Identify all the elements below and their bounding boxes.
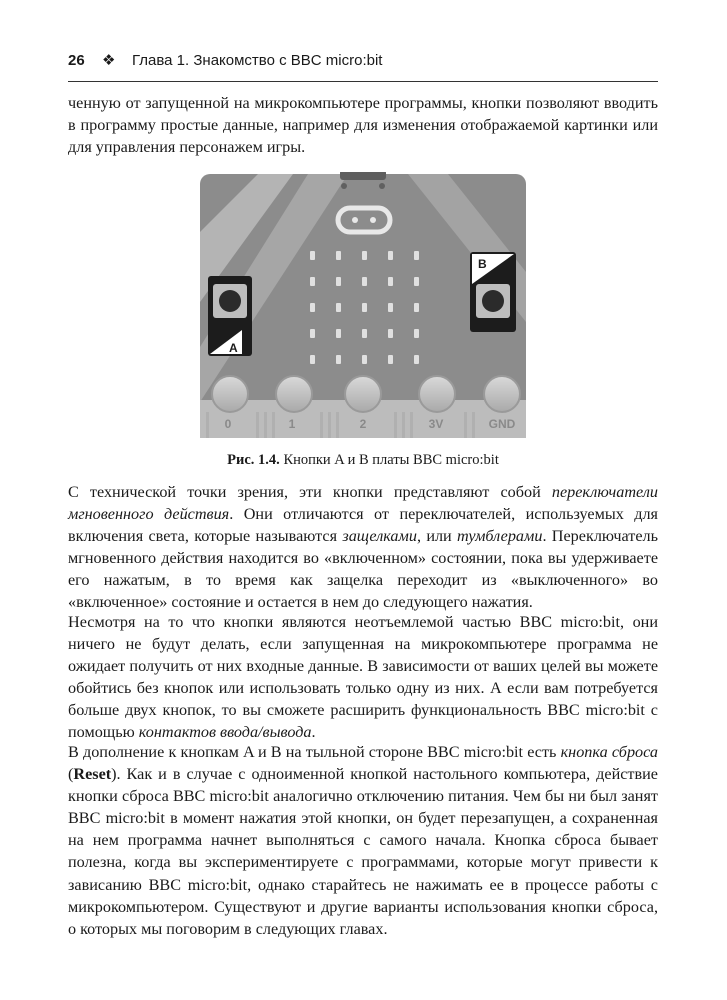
led <box>414 355 419 364</box>
led <box>414 277 419 286</box>
term-reset-button: кнопка сброса <box>560 743 658 761</box>
led <box>414 303 419 312</box>
chapter-title: Глава 1. Знакомство с BBC micro:bit <box>132 52 383 69</box>
pin-label-gnd: GND <box>488 417 516 431</box>
page-number: 26 <box>68 52 85 69</box>
ring-pad-1 <box>276 376 312 412</box>
led <box>388 251 393 260</box>
led <box>362 355 367 364</box>
ring-pad-2 <box>345 376 381 412</box>
led <box>388 277 393 286</box>
led <box>362 303 367 312</box>
caption-text: Кнопки A и B платы BBC micro:bit <box>283 452 499 468</box>
running-header <box>68 50 658 78</box>
ring-pad-0 <box>212 376 248 412</box>
pin-label-3v: 3V <box>428 417 444 431</box>
header-rule <box>68 81 658 82</box>
led <box>336 277 341 286</box>
led <box>336 251 341 260</box>
paragraph-1 <box>68 481 658 614</box>
led <box>310 329 315 338</box>
led <box>362 251 367 260</box>
paragraph-2 <box>68 611 658 744</box>
paragraph-3-text: ( <box>68 765 74 784</box>
paragraph-2-text: Несмотря на то что кнопки являются неотъемлемой частью BBC micro:bit, они ничего не будут делать, если запущенная на микрокомпьютере программа не ожидает получить от них входные данные. В зависимости от ваших целей вы можете обойтись без кнопок или использовать только одну из них. А если вам потребуется больше двух кнопок, то вы сможете расширить функциональность BBC micro:bit с помощью <box>68 613 658 742</box>
ornament-separator: ❖ <box>102 52 116 69</box>
paragraph-1-text: , или <box>416 527 458 546</box>
paragraph-1-text: . Переключатель мгновенного действия находится во «включенном» состоянии, пока вы удерживаете его нажатым, в то время как защелка переходит из «выключенного» во «включенное» состояние и остается в нем до следующего нажатия. <box>68 527 658 612</box>
term-momentary-switch: переключатели мгновенного действия <box>68 483 658 524</box>
paragraph-3-text: В дополнение к кнопкам A и B на тыльной стороне BBC micro:bit есть <box>68 743 561 761</box>
button-b <box>470 252 516 332</box>
led <box>362 277 367 286</box>
led <box>388 303 393 312</box>
usb-connector <box>340 172 386 180</box>
led <box>362 329 367 338</box>
led <box>310 303 315 312</box>
led <box>414 251 419 260</box>
paragraph-3 <box>68 741 658 940</box>
term-io-pins: контактов ввода/вывода <box>138 723 312 742</box>
led <box>388 355 393 364</box>
figure-caption <box>68 452 658 469</box>
button-b-label: B <box>478 257 487 271</box>
paragraph-1-text: С технической точки зрения, эти кнопки представляют собой <box>68 483 552 501</box>
paragraph-1-text: . Они отличаются от переключателей, используемых для включения света, которые называются <box>68 505 659 546</box>
paragraph-3-text: ). Как и в случае с одноименной кнопкой настольного компьютера, действие кнопки сброса BBC micro:bit аналогично отключению питания. Чем бы ни был занят BBC micro:bit в момент нажатия этой кнопки, он будет перезапущен, а сохраненная на нем программа начнет выполняться с самого начала. Кнопка сброса бывает полезна, когда вы экспериментируете с программами, которые могут привести к зависанию BBC micro:bit, однако старайтесь не нажимать ее в процессе работы с микрокомпьютером. Существуют и другие варианты использования кнопки сброса, о которых мы поговорим в следующих главах. <box>68 765 658 938</box>
button-a <box>208 276 252 356</box>
logo-eye-left <box>352 217 358 223</box>
term-latch: защелками <box>342 527 417 546</box>
microbit-board-figure <box>198 172 528 440</box>
led <box>336 355 341 364</box>
pin-label-1: 1 <box>288 417 296 431</box>
paragraph-2-text: . <box>311 723 316 742</box>
intro-paragraph: ченную от запущенной на микрокомпьютере программы, кнопки позволяют вводить в программу простые данные, например для изменения отображаемой картинки или для управления персонажем игры. <box>68 94 658 157</box>
button-a-label: A <box>229 341 238 355</box>
mount-hole <box>341 183 347 189</box>
caption-label: Рис. 1.4. <box>227 452 280 468</box>
mount-hole <box>379 183 385 189</box>
logo-eye-right <box>370 217 376 223</box>
term-toggle: тумблерами <box>457 527 543 546</box>
pin-label-0: 0 <box>224 417 232 431</box>
led <box>414 329 419 338</box>
led <box>388 329 393 338</box>
led <box>310 251 315 260</box>
ring-pad-3v <box>419 376 455 412</box>
led <box>310 277 315 286</box>
led <box>336 329 341 338</box>
pin-label-2: 2 <box>359 417 367 431</box>
led <box>310 355 315 364</box>
ring-pad-gnd <box>484 376 520 412</box>
reset-label: Reset <box>73 765 112 784</box>
led <box>336 303 341 312</box>
